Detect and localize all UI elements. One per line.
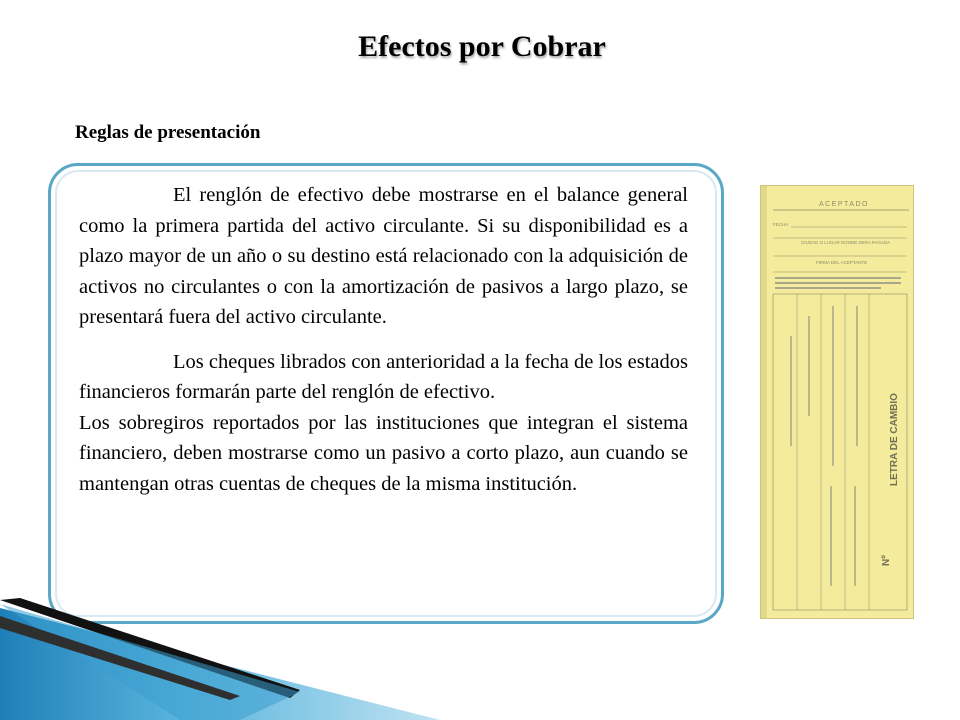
- content-box: [48, 163, 724, 624]
- paragraph-3: Los sobregiros reportados por las instituciones que integran el sistema financiero, deben mostrarse como un pasivo a corto plazo, aun cuando se mantengan otras cuentas de cheques de la misma institución.: [79, 411, 688, 495]
- document-edge: [761, 186, 767, 618]
- slide-title: Efectos por Cobrar: [358, 30, 606, 63]
- paragraph-1: El renglón de efectivo debe mostrarse en el balance general como la primera partida del activo circulante. Si su disponibilidad es a plazo mayor de un año o su destino está relacionado con la adquisición de activos no circulantes o con la amortización de pasivos a largo plazo, se presentará fuera del activo circulante.: [79, 184, 688, 328]
- doc-rotated-title: LETRA DE CAMBIO: [889, 393, 900, 486]
- doc-field-ciudad: CIUDAD O LUGAR DONDE SERA PAGADA: [801, 240, 891, 245]
- doc-field-fecha: FECHA: [773, 222, 789, 227]
- doc-header-text: ACEPTADO: [819, 201, 869, 208]
- bill-of-exchange-image: [760, 185, 914, 619]
- corner-decoration: [0, 580, 960, 720]
- paragraph-2: Los cheques librados con anterioridad a la fecha de los estados financieros formarán parte del renglón de efectivo.: [79, 350, 688, 403]
- bill-of-exchange-drawing: [761, 186, 913, 618]
- content-text: [79, 180, 688, 499]
- doc-number-label: Nº: [881, 555, 892, 566]
- doc-field-firma: FIRMA DEL ACEPTANTE: [816, 260, 868, 265]
- section-subtitle: Reglas de presentación: [75, 122, 261, 143]
